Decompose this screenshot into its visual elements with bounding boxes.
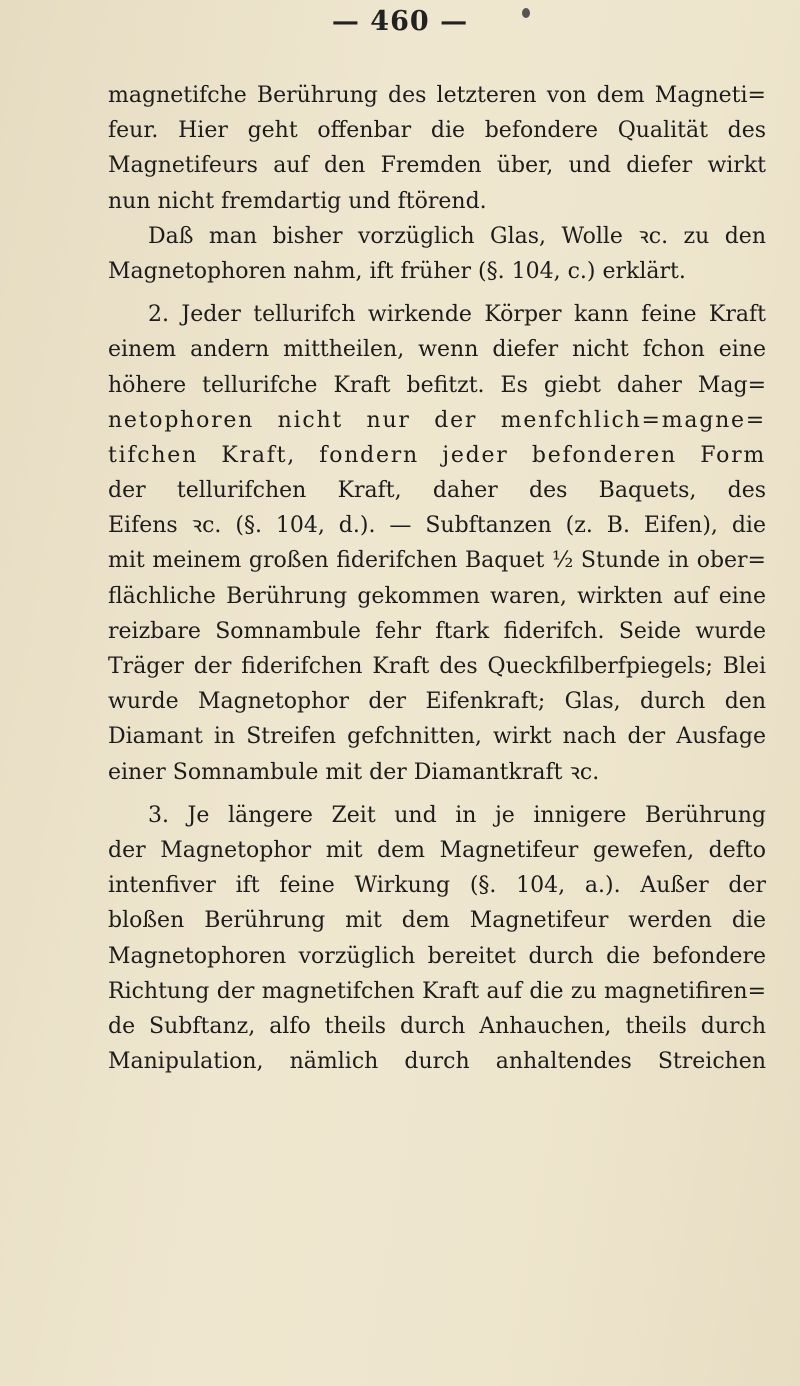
text-line: einer Somnambule mit der Diamantkraft ꝛc. [108, 759, 600, 785]
text-line: bloßen Berührung mit dem Magnetifeur werden die [108, 908, 766, 934]
text-line: Eifens ꝛc. (§. 104, d.). — Subftanzen (z. B. Eifen), die [108, 513, 766, 539]
text-line: Daß man bisher vorzüglich Glas, Wolle ꝛc. zu den [148, 223, 766, 249]
text-line: höhere tellurifche Kraft befitzt. Es giebt daher Mag= [108, 372, 766, 398]
text-line: netophoren nicht nur der menfchlich=magne= [108, 407, 766, 433]
text-line: magnetifche Berührung des letzteren von dem Magneti= [108, 83, 766, 108]
text-line: reizbare Somnambule fehr ftark fiderifch. Seide wurde [108, 618, 766, 644]
text-line: nun nicht fremdartig und ftörend. [108, 188, 487, 214]
text-line: 3. Je längere Zeit und in je innigere Berührung [148, 802, 766, 828]
text-line: der Magnetophor mit dem Magnetifeur gewefen, defto [108, 837, 766, 863]
page-number: — 460 — [331, 6, 469, 37]
text-line: flächliche Berührung gekommen waren, wirkten auf eine [108, 583, 766, 609]
text-line: der tellurifchen Kraft, daher des Baquets, des [108, 478, 766, 504]
text-line: feur. Hier geht offenbar die befondere Qualität des [108, 118, 766, 144]
text-line: Diamant in Streifen gefchnitten, wirkt nach der Ausfage [108, 724, 766, 750]
text-line: wurde Magnetophor der Eifenkraft; Glas, durch den [108, 689, 766, 715]
text-line: de Subftanz, alfo theils durch Anhauchen, theils durch [108, 1013, 766, 1039]
text-line: einem andern mittheilen, wenn diefer nicht fchon eine [108, 337, 766, 363]
text-line: mit meinem großen fiderifchen Baquet ½ Stunde in ober= [108, 548, 766, 574]
text-line: Träger der fiderifchen Kraft des Queckfilberfpiegels; Blei [108, 654, 766, 679]
text-line: Manipulation, nämlich durch anhaltendes Streichen [108, 1049, 766, 1075]
body-text [108, 78, 766, 1079]
text-line: intenfiver ift feine Wirkung (§. 104, a.). Außer der [108, 873, 766, 899]
text-line: Magnetophoren vorzüglich bereitet durch die befondere [108, 943, 766, 969]
text-line: 2. Jeder tellurifch wirkende Körper kann feine Kraft [148, 302, 766, 328]
text-line: Magnetifeurs auf den Fremden über, und diefer wirkt [108, 153, 766, 179]
text-line: tifchen Kraft, fondern jeder befonderen Form [108, 442, 766, 468]
text-line: Richtung der magnetifchen Kraft auf die zu magnetifiren= [108, 978, 766, 1004]
text-line: Magnetophoren nahm, ift früher (§. 104, c.) erklärt. [108, 258, 686, 284]
